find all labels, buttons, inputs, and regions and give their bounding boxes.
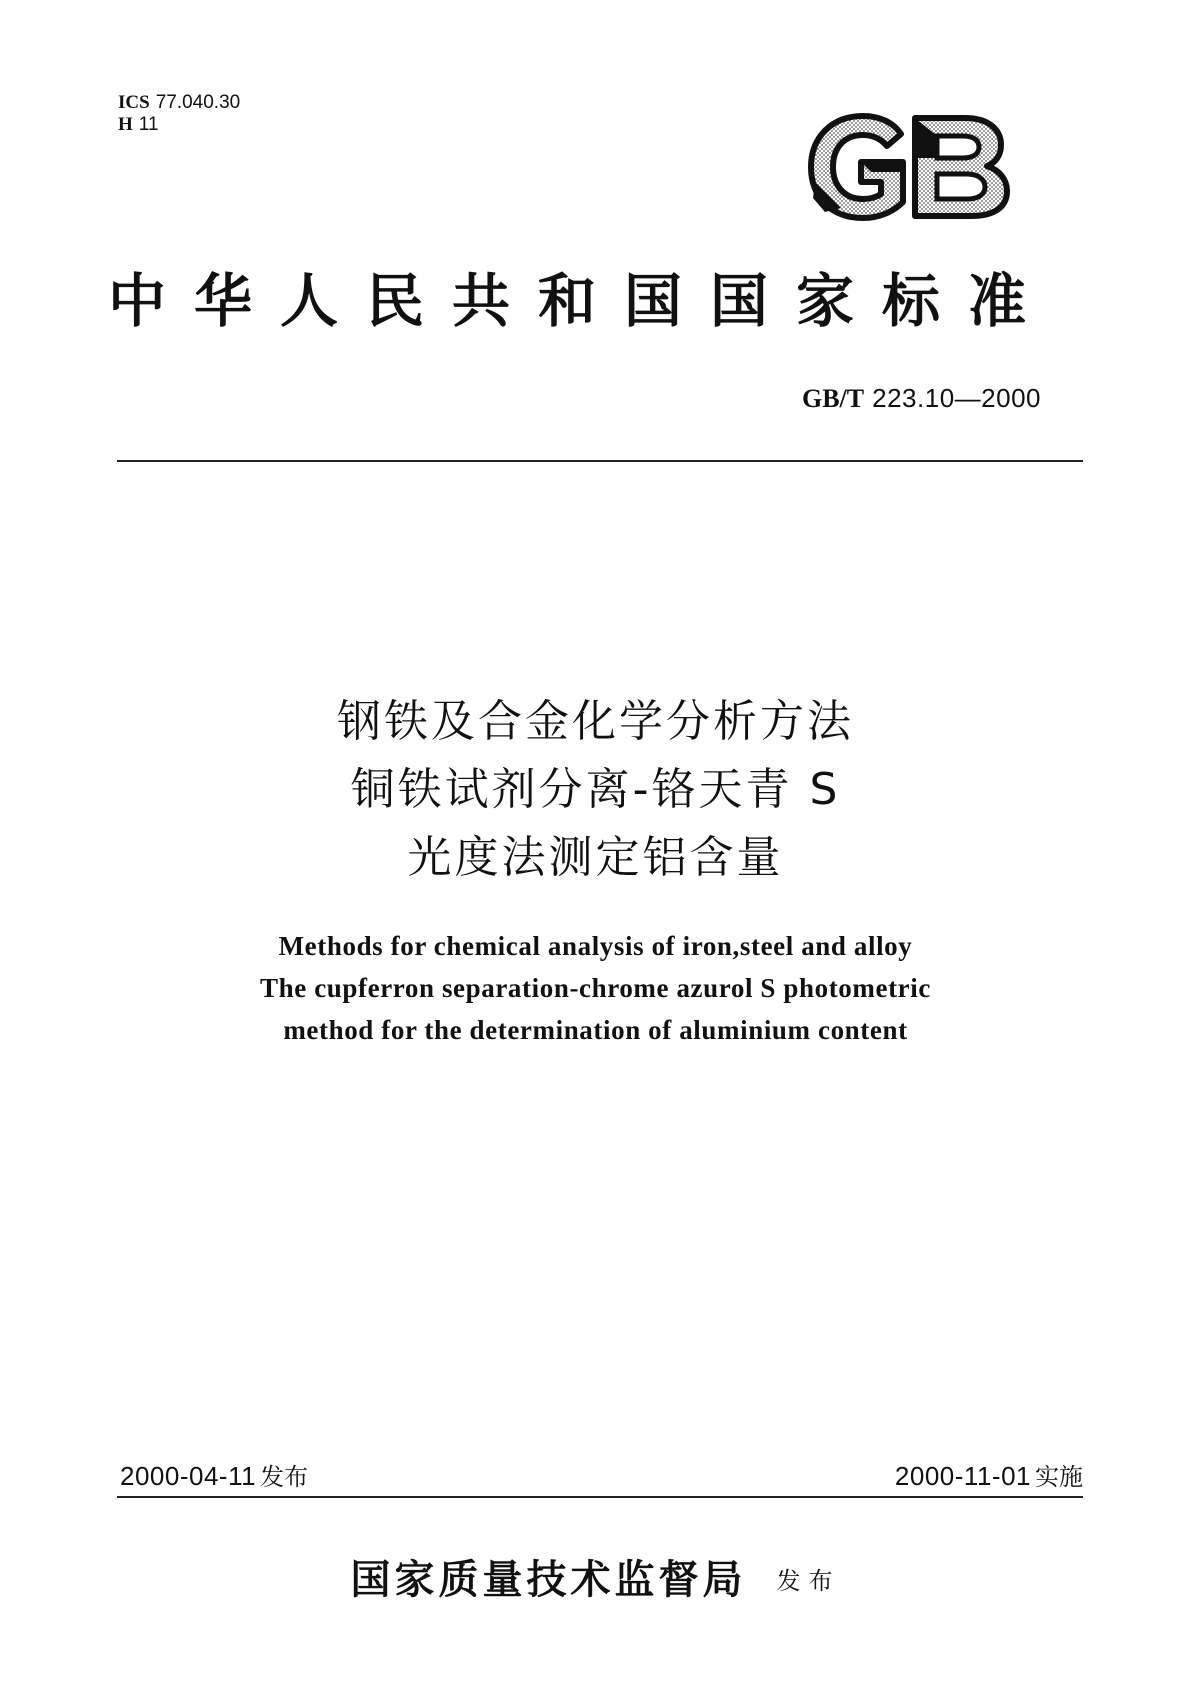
issuer-block bbox=[0, 1548, 1191, 1605]
english-title-line-2: The cupferron separation-chrome azurol S photometric bbox=[260, 973, 931, 1003]
top-divider bbox=[117, 460, 1083, 462]
class-code-line bbox=[118, 114, 240, 136]
bottom-divider bbox=[117, 1496, 1083, 1498]
chinese-title bbox=[0, 688, 1191, 892]
standard-number bbox=[802, 383, 1041, 414]
gb-logo bbox=[805, 112, 1015, 222]
implement-date-block bbox=[895, 1457, 1083, 1492]
ics-value: 77.040.30 bbox=[155, 92, 241, 113]
chinese-title-line-2: 铜铁试剂分离-铬天青 S bbox=[350, 764, 841, 815]
issue-date: 2000-04-11 bbox=[120, 1461, 257, 1491]
implement-label: 实施 bbox=[1035, 1463, 1083, 1491]
national-standard-title: 中华人民共和国国家标准 bbox=[108, 267, 1055, 335]
gb-logo-graphic bbox=[805, 112, 1015, 222]
english-title-line-3: method for the determination of aluminium content bbox=[283, 1015, 908, 1045]
english-title bbox=[0, 925, 1191, 1051]
ics-label: ICS bbox=[118, 92, 150, 113]
class-value: 11 bbox=[138, 114, 159, 135]
issuer-organization: 国家质量技术监督局 bbox=[350, 1556, 747, 1603]
ics-code-line bbox=[118, 92, 240, 114]
classification-codes bbox=[118, 92, 240, 136]
issue-label: 发布 bbox=[260, 1463, 309, 1491]
issue-date-block bbox=[120, 1457, 308, 1492]
standard-number-value: 223.10—2000 bbox=[872, 383, 1041, 413]
standard-number-prefix: GB/T bbox=[801, 384, 865, 413]
english-title-line-1: Methods for chemical analysis of iron,steel and alloy bbox=[278, 931, 913, 961]
implement-date: 2000-11-01 bbox=[894, 1461, 1031, 1491]
chinese-title-line-1: 钢铁及合金化学分析方法 bbox=[337, 696, 854, 747]
chinese-title-line-3: 光度法测定铝含量 bbox=[407, 832, 784, 883]
issuer-action: 发布 bbox=[776, 1567, 841, 1595]
class-label: H bbox=[118, 114, 133, 135]
